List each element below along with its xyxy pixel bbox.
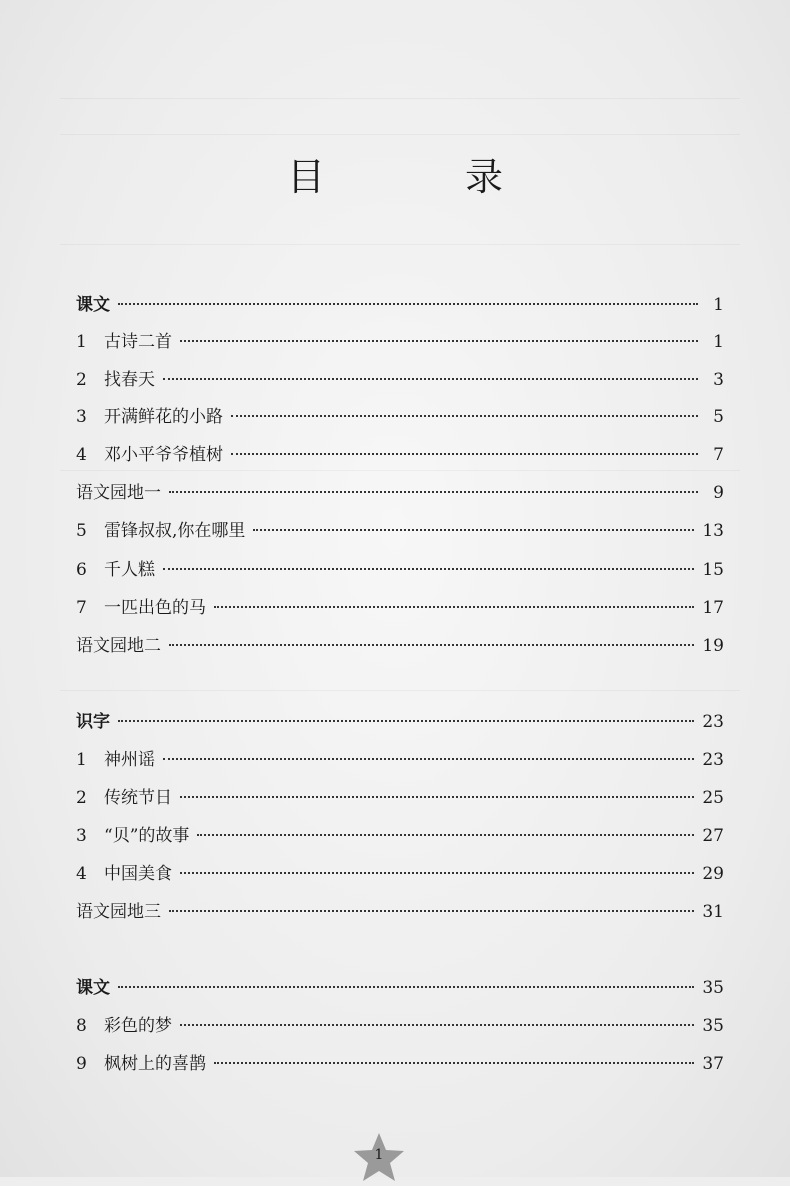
dot-leader: [118, 720, 694, 722]
toc-entry[interactable]: [76, 783, 724, 813]
toc-entry-page: 1: [713, 295, 724, 315]
toc-entry-label: 雷锋叔叔,你在哪里: [104, 521, 246, 541]
toc-entry-number: 3: [76, 826, 87, 846]
toc-entry-label: 语文园地三: [76, 902, 161, 922]
toc-entry[interactable]: [76, 327, 724, 357]
toc-entry-label: 邓小平爷爷植树: [104, 445, 223, 465]
toc-entry[interactable]: [76, 973, 724, 1003]
toc-entry[interactable]: [76, 821, 724, 851]
toc-entry-label: 枫树上的喜鹊: [104, 1054, 206, 1074]
toc-entry-label: 开满鲜花的小路: [104, 407, 223, 427]
toc-entry-number: 6: [76, 560, 87, 580]
toc-entry-label: 课文: [76, 978, 110, 998]
toc-entry-page: 37: [702, 1054, 724, 1074]
toc-entry-label: 传统节日: [104, 788, 172, 808]
toc-entry[interactable]: [76, 1049, 724, 1079]
toc-entry-label: 语文园地一: [76, 483, 161, 503]
toc-entry[interactable]: [76, 897, 724, 927]
toc-entry-label: 彩色的梦: [104, 1016, 172, 1036]
dot-leader: [169, 644, 694, 646]
toc-entry-number: 2: [76, 788, 87, 808]
toc-entry[interactable]: [76, 440, 724, 470]
bleed-line: [60, 244, 740, 245]
dot-leader: [180, 872, 694, 874]
toc-entry-number: 4: [76, 445, 87, 465]
toc-entry-page: 3: [713, 370, 724, 390]
dot-leader: [163, 758, 694, 760]
bleed-line: [60, 470, 740, 471]
toc-entry-label: “贝”的故事: [104, 826, 190, 846]
toc-entry-page: 23: [702, 750, 724, 770]
toc-entry-label: 中国美食: [104, 864, 172, 884]
dot-leader: [214, 606, 694, 608]
toc-entry[interactable]: [76, 1011, 724, 1041]
toc-entry-label: 识字: [76, 712, 110, 732]
toc-entry-number: 8: [76, 1016, 87, 1036]
toc-entry-page: 35: [702, 1016, 724, 1036]
toc-entry-label: 一匹出色的马: [104, 598, 206, 618]
toc-entry[interactable]: [76, 555, 724, 585]
toc-entry-page: 31: [702, 902, 724, 922]
toc-entry-label: 古诗二首: [104, 332, 172, 352]
footer-page-number: 1: [374, 1147, 384, 1163]
dot-leader: [169, 910, 694, 912]
dot-leader: [163, 568, 694, 570]
toc-entry-label: 课文: [76, 295, 110, 315]
toc-entry-label: 千人糕: [104, 560, 155, 580]
toc-entry-page: 29: [702, 864, 724, 884]
dot-leader: [169, 491, 698, 493]
toc-entry[interactable]: [76, 365, 724, 395]
toc-entry[interactable]: [76, 745, 724, 775]
toc-entry-page: 13: [702, 521, 724, 541]
dot-leader: [180, 340, 698, 342]
bleed-line: [60, 98, 740, 99]
dot-leader: [197, 834, 694, 836]
toc-entry-label: 语文园地二: [76, 636, 161, 656]
dot-leader: [180, 1024, 694, 1026]
dot-leader: [231, 415, 698, 417]
toc-entry[interactable]: [76, 290, 724, 320]
toc-entry-page: 19: [702, 636, 724, 656]
toc-entry-number: 7: [76, 598, 87, 618]
dot-leader: [118, 303, 698, 305]
toc-entry-number: 4: [76, 864, 87, 884]
toc-entry-number: 9: [76, 1054, 87, 1074]
toc-entry-page: 9: [713, 483, 724, 503]
page-title: 目 录: [286, 155, 568, 199]
toc-entry[interactable]: [76, 707, 724, 737]
toc-entry-page: 25: [702, 788, 724, 808]
dot-leader: [214, 1062, 694, 1064]
dot-leader: [180, 796, 694, 798]
dot-leader: [118, 986, 694, 988]
toc-entry-page: 5: [713, 407, 724, 427]
toc-entry[interactable]: [76, 402, 724, 432]
dot-leader: [163, 378, 698, 380]
toc-entry[interactable]: [76, 516, 724, 546]
toc-entry-label: 找春天: [104, 370, 155, 390]
toc-entry-label: 神州谣: [104, 750, 155, 770]
toc-entry[interactable]: [76, 859, 724, 889]
toc-entry-page: 27: [702, 826, 724, 846]
toc-entry[interactable]: [76, 593, 724, 623]
toc-entry-number: 1: [76, 750, 87, 770]
toc-entry-number: 2: [76, 370, 87, 390]
toc-entry-page: 23: [702, 712, 724, 732]
toc-entry-page: 7: [713, 445, 724, 465]
dot-leader: [253, 529, 694, 531]
toc-entry[interactable]: [76, 631, 724, 661]
toc-entry[interactable]: [76, 478, 724, 508]
toc-entry-page: 1: [713, 332, 724, 352]
dot-leader: [231, 453, 698, 455]
toc-entry-page: 15: [702, 560, 724, 580]
toc-entry-number: 1: [76, 332, 87, 352]
toc-entry-page: 35: [702, 978, 724, 998]
toc-entry-number: 3: [76, 407, 87, 427]
bleed-line: [60, 690, 740, 691]
toc-entry-page: 17: [702, 598, 724, 618]
bleed-line: [60, 134, 740, 135]
toc-entry-number: 5: [76, 521, 87, 541]
